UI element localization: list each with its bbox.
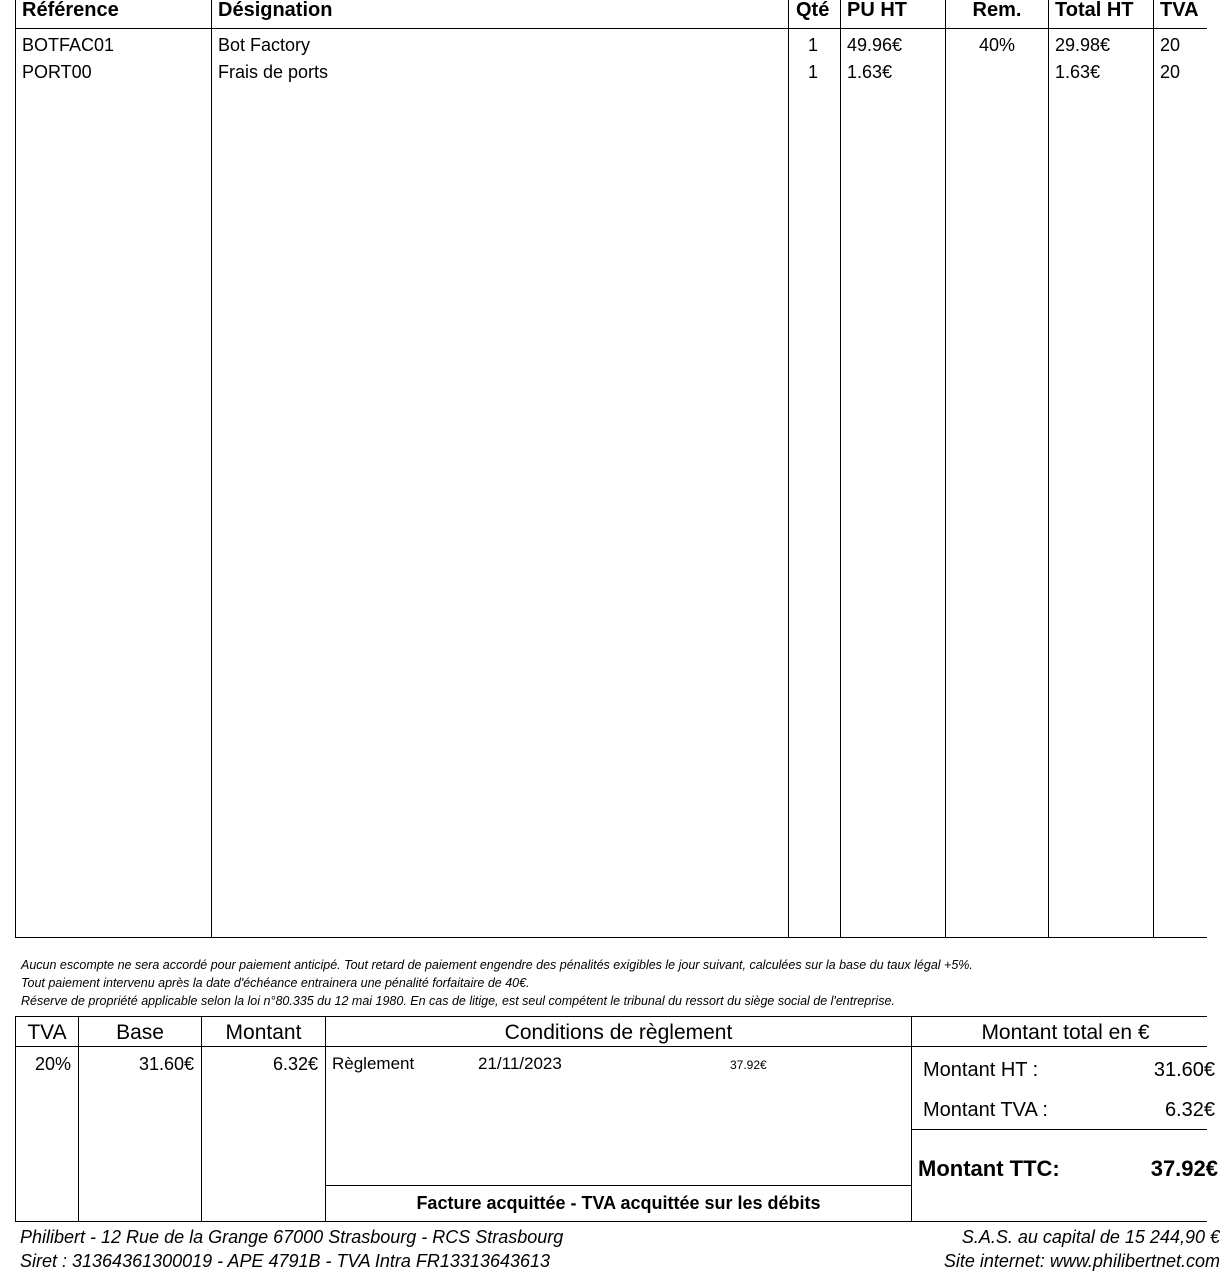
invoice-paid-status: Facture acquittée - TVA acquittée sur les débits bbox=[416, 1193, 821, 1213]
footer-registration-line: Siret : 31364361300019 - APE 4791B - TVA Intra FR13313643613 bbox=[20, 1251, 551, 1271]
totals-header: Montant total en € bbox=[981, 1021, 1150, 1044]
header-qty: Qté bbox=[796, 0, 830, 21]
header-total-ht: Total HT bbox=[1055, 0, 1134, 21]
footer-company-line: Philibert - 12 Rue de la Grange 67000 Strasbourg - RCS Strasbourg bbox=[20, 1227, 564, 1247]
row-qty: 1 bbox=[808, 35, 819, 55]
row-designation: Bot Factory bbox=[218, 35, 311, 55]
row-vat: 20 bbox=[1160, 35, 1181, 55]
row-total-ht: 29.98€ bbox=[1055, 35, 1111, 55]
summary-header-underline bbox=[15, 1046, 1207, 1047]
total-ttc-value: 37.92€ bbox=[1150, 1156, 1218, 1181]
header-vat: TVA bbox=[1160, 0, 1199, 21]
summary-top-border bbox=[15, 1016, 1207, 1017]
row-unit-price: 49.96€ bbox=[847, 35, 903, 55]
legal-note: Tout paiement intervenu après la date d'échéance entrainera une pénalité forfaitaire de 40€. bbox=[21, 976, 530, 990]
conditions-header: Conditions de règlement bbox=[504, 1021, 733, 1044]
summary-bottom-border bbox=[15, 1221, 1207, 1222]
vat-summary-header-vat: TVA bbox=[27, 1021, 67, 1044]
total-tva-label: Montant TVA : bbox=[923, 1099, 1048, 1121]
total-tva-value: 6.32€ bbox=[1164, 1099, 1215, 1121]
items-table-bottom bbox=[15, 937, 1207, 938]
row-vat: 20 bbox=[1160, 62, 1181, 82]
header-designation: Désignation bbox=[218, 0, 333, 21]
summary-col-border bbox=[15, 1016, 16, 1222]
vat-summary-header-base: Base bbox=[116, 1021, 164, 1044]
row-unit-price: 1.63€ bbox=[847, 62, 893, 82]
row-reference: PORT00 bbox=[22, 62, 92, 82]
payment-amount: 37.92€ bbox=[730, 1058, 767, 1072]
row-reference: BOTFAC01 bbox=[22, 35, 115, 55]
vat-summary-header-amount: Montant bbox=[225, 1021, 302, 1044]
footer-capital-line: S.A.S. au capital de 15 244,90 € bbox=[961, 1227, 1220, 1247]
items-col-border bbox=[788, 0, 789, 938]
header-reference: Référence bbox=[22, 0, 119, 21]
items-col-border bbox=[1048, 0, 1049, 938]
items-header-underline bbox=[15, 28, 1207, 29]
total-ttc-label: Montant TTC: bbox=[918, 1156, 1060, 1181]
legal-note: Réserve de propriété applicable selon la loi n°80.335 du 12 mai 1980. En cas de litige, est seul compétent le tribunal du ressort du siège social de l'entreprise. bbox=[21, 994, 895, 1008]
header-unit-price: PU HT bbox=[847, 0, 907, 21]
total-ht-label: Montant HT : bbox=[923, 1059, 1039, 1081]
total-ht-value: 31.60€ bbox=[1153, 1059, 1215, 1081]
totals-divider bbox=[911, 1129, 1207, 1130]
conditions-status-divider bbox=[325, 1185, 911, 1186]
summary-col-border bbox=[911, 1016, 912, 1222]
items-col-border bbox=[1153, 0, 1154, 938]
row-total-ht: 1.63€ bbox=[1055, 62, 1101, 82]
items-col-border bbox=[211, 0, 212, 938]
summary-col-border bbox=[78, 1016, 79, 1222]
header-discount: Rem. bbox=[972, 0, 1022, 21]
vat-summary-amount: 6.32€ bbox=[272, 1054, 318, 1074]
row-designation: Frais de ports bbox=[218, 62, 329, 82]
summary-col-border bbox=[201, 1016, 202, 1222]
legal-note: Aucun escompte ne sera accordé pour paiement anticipé. Tout retard de paiement engendre des pénalités exigibles le jour suivant, calculées sur la base du taux légal +5%. bbox=[21, 958, 973, 972]
items-col-border bbox=[945, 0, 946, 938]
vat-summary-base: 31.60€ bbox=[138, 1054, 194, 1074]
payment-label: Règlement bbox=[332, 1054, 415, 1073]
vat-summary-rate: 20% bbox=[34, 1054, 71, 1074]
footer-website-line: Site internet: www.philibertnet.com bbox=[943, 1251, 1220, 1271]
row-qty: 1 bbox=[808, 62, 819, 82]
items-col-border bbox=[840, 0, 841, 938]
row-discount: 40% bbox=[978, 35, 1016, 55]
payment-date: 21/11/2023 bbox=[478, 1054, 562, 1073]
items-col-border bbox=[15, 0, 16, 938]
